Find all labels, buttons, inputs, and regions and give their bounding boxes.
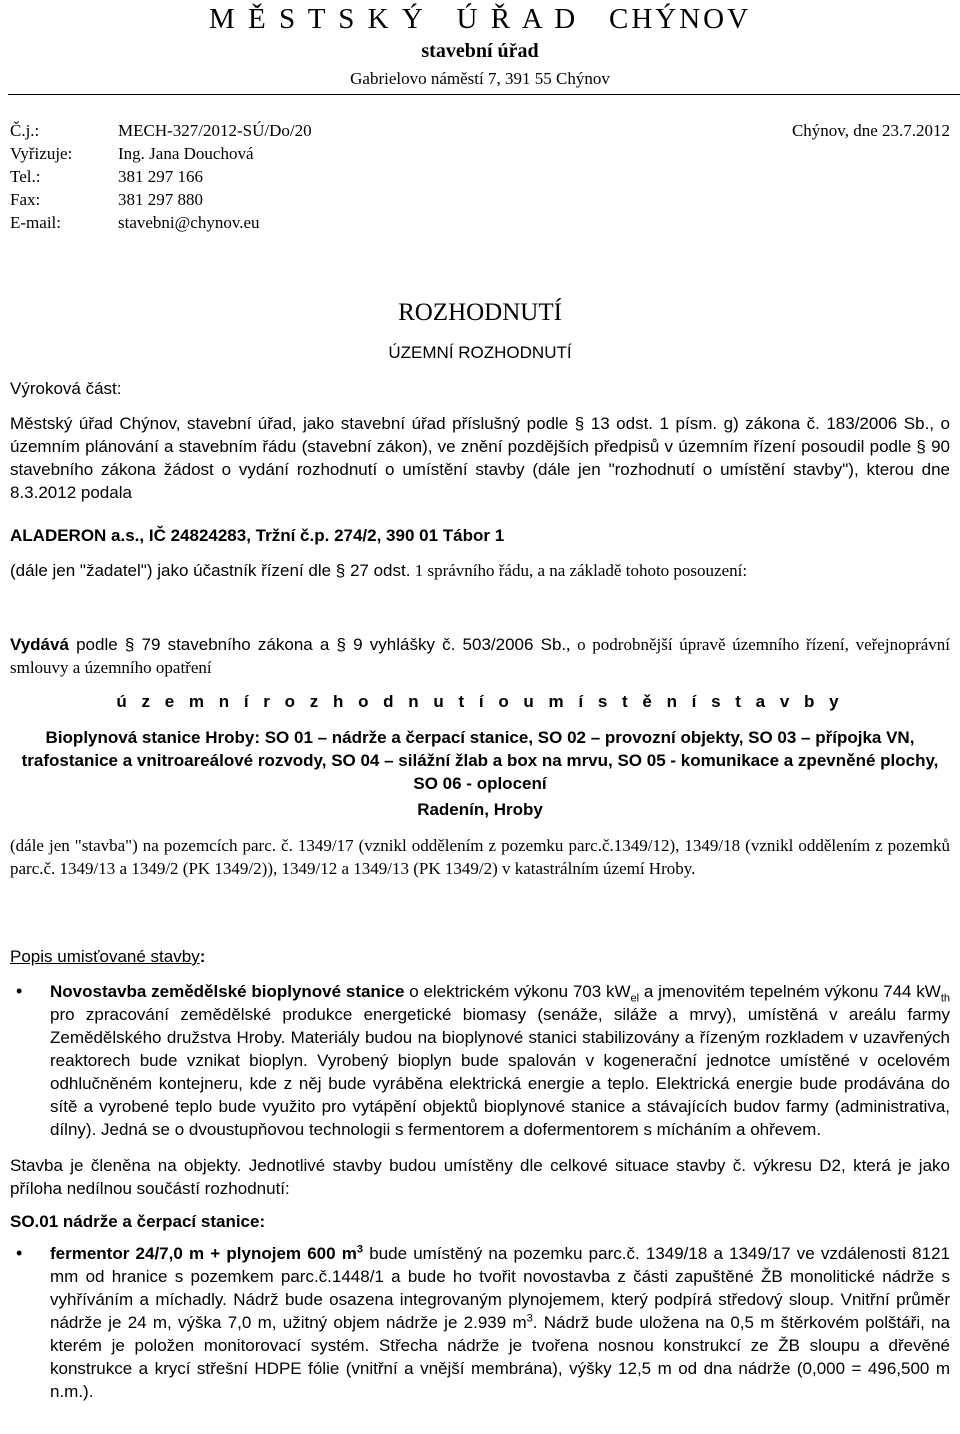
bullet-2-text-2: . Nádrž bude uložena na 0,5 m štěrkovém polštáři, na kterém je položen monitorovací systém. Střecha nádrže je tvořena nosnou konstrukcí ze ŽB sloupu a dřevěné konstrukce a krycí střešní HDPE fólie (vnitřní a vnější membrána), výšky 12,5 m od dna nádrže (0,000 = 496,500 m n.m.).: [50, 1313, 950, 1401]
header-divider: [8, 94, 960, 95]
intro-line-1: Městský úřad Chýnov, stavební úřad, jako stavební úřad příslušný podle § 13 odst. 1 písm. g) zákona č.: [10, 414, 820, 433]
fax-value: 381 297 880: [118, 190, 203, 209]
applicant-note-a: (dále jen "žadatel") jako účastník řízení dle § 27 odst.: [10, 561, 411, 580]
fax-label: Fax:: [10, 190, 41, 209]
project-title: Bioplynová stanice Hroby: SO 01 – nádrže a čerpací stanice, SO 02 – provozní objekty, SO 03 – přípojka VN, trafostanice a vnitroareálové rozvody, SO 04 – silážní žlab a box na mrvu, SO 05 - komunikace a zpevněné plochy, SO 06 - oplocení: [21, 728, 939, 793]
bullet-1-text-2: a jmenovitém tepelném výkonu 744 kW: [639, 982, 941, 1001]
so01-heading: SO.01 nádrže a čerpací stanice:: [10, 1212, 266, 1231]
bullet-2-sup-1: 3: [356, 1243, 364, 1256]
list-item: [10, 980, 950, 1141]
office-address: Gabrielovo náměstí 7, 391 55 Chýnov: [350, 69, 610, 88]
email-value: stavebni@chynov.eu: [118, 213, 260, 232]
project-location: Radenín, Hroby: [417, 800, 543, 819]
decision-subtitle: ÚZEMNÍ ROZHODNUTÍ: [388, 343, 572, 362]
bullet-icon: •: [16, 1243, 23, 1263]
document-metadata: [10, 119, 950, 234]
tel-row: [10, 165, 950, 188]
applicant-note-b: 1 správního řádu, a na základě tohoto posouzení:: [410, 561, 748, 580]
handler-row: [10, 142, 950, 165]
issues-text-a: podle § 79 stavebního zákona a § 9 vyhlášky č. 503/2006 Sb.: [68, 635, 567, 654]
bullet-1-sub-2: th: [940, 992, 950, 1005]
issues-text-b: , o podrobnější úpravě územního řízení, veřejnoprávní smlouvy a územního opatření: [10, 635, 950, 677]
issues-verb: Vydává: [10, 635, 69, 654]
objects-paragraph: Stavba je členěna na objekty. Jednotlivé stavby budou umístěny dle celkové situace stavby č. výkresu D2, která je jako příloha nedílnou součástí rozhodnutí:: [10, 1156, 950, 1198]
bullet-2-text-1: bude umístěný na pozemku parc.č. 1349/18 a 1349/17 ve vzdálenosti 8121 mm od hranice s pozemkem parc.č.1448/1 a bude ho tvořit novostavba z části zapuštěné ŽB monolitické nádrže s vyhříváním a míchadly. Nádrž bude osazena integrovaným plynojemem, který podpírá středový sloup. Vnitřní průměr nádrže je 24 m, výška 7,0 m, užitný objem nádrže je 2.939 m: [50, 1244, 950, 1332]
fax-row: [10, 188, 950, 211]
description-list: [10, 980, 950, 1141]
bullet-1-lead: Novostavba zemědělské bioplynové stanice: [50, 982, 405, 1001]
intro-body: , o územním plánování a stavebním řádu (stavební zákon), ve znění pozdějších předpisů v územním řízení posoudil podle § 90 stavebního zákona žádost o vydání rozhodnutí o umístění stavby (dále jen "rozhodnutí o umístění stavby"), kterou dne 8.3.2012 podala: [10, 414, 950, 502]
description-heading-text: Popis umisťované stavby: [10, 947, 200, 966]
applicant-note: [10, 559, 950, 582]
project-parcels: (dále jen "stavba") na pozemcích parc. č. 1349/17 (vznikl oddělením z pozemku parc.č.1349/12), 1349/18 (vznikl oddělením z pozemků parc.č. 1349/13 a 1349/2 (PK 1349/2)), 1349/12 a 1349/13 (PK 1349/2) v katastrálním území Hroby.: [10, 836, 950, 878]
reference-label: Č.j.:: [10, 121, 40, 140]
so01-list: [10, 1242, 950, 1403]
handler-label: Vyřizuje:: [10, 144, 73, 163]
tel-value: 381 297 166: [118, 167, 203, 186]
bullet-1-text-3: pro zpracování zemědělské produkce energetické biomasy (senáže, siláže a mrvy), umístěná v areálu farmy Zemědělského družstva Hroby. Materiály budou na bioplynové stanici stabilizovány a řízeným rozkladem v uzavřených reaktorech bude vznikat bioplyn. Vyrobený bioplyn bude spalován v kogenerační jednotce umístěné v ocelovém odhlučněném kontejneru, kde z něj bude vyráběna elektrická energie a teplo. Elektrická energie bude prodávána do sítě a vyrobené teplo bude využito pro vytápění objektů bioplynové stanice a stávajících budov farmy (administrativa, dílny). Jedná se o dvoustupňovou technologii s fermentorem a dofermentorem s mícháním a ohřevem.: [50, 1005, 950, 1139]
bullet-1-sub-1: el: [630, 992, 640, 1005]
bullet-2-lead: fermentor 24/7,0 m + plynojem 600 m: [50, 1244, 357, 1263]
document-date: Chýnov, dne 23.7.2012: [791, 121, 950, 140]
handler-value: Ing. Jana Douchová: [118, 144, 254, 163]
bullet-1-text-1: o elektrickém výkonu 703 kW: [404, 982, 631, 1001]
bullet-2-sup-2: 3: [526, 1312, 533, 1325]
reference-row: [10, 119, 950, 142]
office-name: M Ě S T S K Ý Ú Ř A D CHÝNOV: [208, 3, 752, 35]
description-heading-colon: :: [199, 947, 206, 966]
email-row: [10, 211, 950, 234]
description-heading: [10, 945, 950, 968]
applicant: ALADERON a.s., IČ 24824283, Tržní č.p. 274/2, 390 01 Tábor 1: [10, 526, 505, 545]
department-name: stavební úřad: [421, 40, 539, 62]
reference-value: MECH-327/2012-SÚ/Do/20: [118, 121, 312, 140]
verdict-label: Výroková část:: [10, 379, 122, 398]
intro-paragraph: [10, 412, 950, 504]
bullet-icon: •: [16, 981, 23, 1001]
issues-paragraph: [10, 633, 950, 679]
list-item: [10, 1242, 950, 1403]
intro-law-ref: 183/2006 Sb.: [826, 414, 930, 433]
decision-heading: ú z e m n í r o z h o d n u t í o u m í s t ě n í s t a v b y: [116, 692, 844, 711]
tel-label: Tel.:: [10, 167, 41, 186]
decision-title: ROZHODNUTÍ: [398, 299, 562, 326]
email-label: E-mail:: [10, 213, 61, 232]
